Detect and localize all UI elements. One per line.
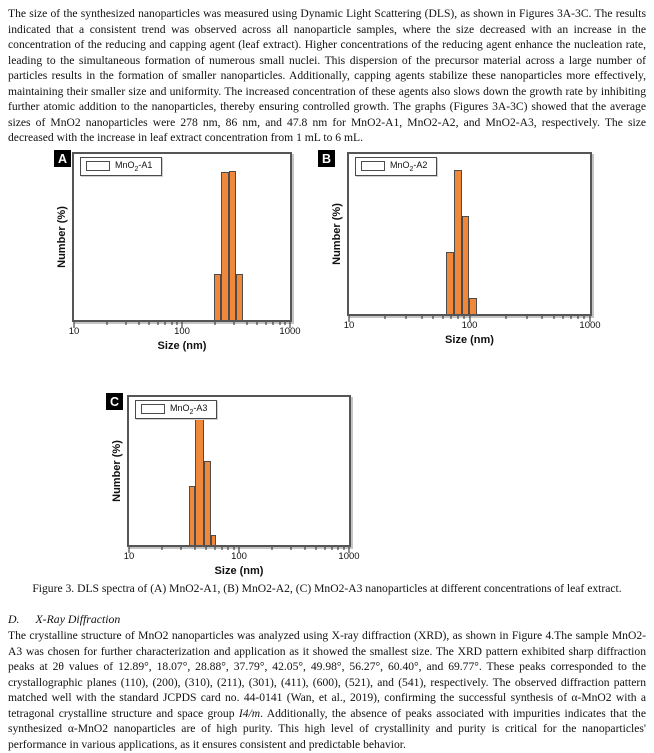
bars-layer <box>129 397 349 545</box>
x-minor-tick <box>324 547 325 550</box>
panel-label-b: B <box>318 150 335 167</box>
x-minor-tick <box>181 547 182 550</box>
x-minor-tick <box>563 316 564 319</box>
x-axis-label: Size (nm) <box>445 334 494 346</box>
x-minor-tick <box>214 547 215 550</box>
x-tick-labels <box>343 320 601 332</box>
x-minor-tick <box>149 322 150 325</box>
x-minor-tick <box>338 547 339 550</box>
dls-bar <box>214 274 221 320</box>
x-minor-tick <box>291 547 292 550</box>
x-axis-label: Size (nm) <box>214 565 264 577</box>
x-minor-tick <box>247 322 248 325</box>
dls-bar <box>469 298 477 314</box>
x-minor-tick <box>406 316 407 319</box>
x-minor-tick <box>106 322 107 325</box>
x-minor-tick <box>257 322 258 325</box>
legend-swatch <box>86 161 110 171</box>
dls-bar <box>462 216 469 314</box>
x-minor-tick <box>266 322 267 325</box>
x-minor-tick <box>177 322 178 325</box>
dls-bar <box>446 252 454 314</box>
plot-area <box>127 395 351 547</box>
section-label: D. <box>8 612 20 626</box>
bars-layer <box>74 154 290 320</box>
x-tick-label: 1000 <box>579 320 601 331</box>
bars-layer <box>349 154 590 314</box>
x-minor-tick <box>542 316 543 319</box>
x-minor-tick <box>385 316 386 319</box>
x-minor-tick <box>273 322 274 325</box>
x-tick-label: 10 <box>123 551 135 562</box>
x-minor-tick <box>279 322 280 325</box>
x-tick-label: 100 <box>231 551 247 562</box>
x-minor-tick <box>421 316 422 319</box>
section-heading <box>8 612 120 627</box>
x-tick-label: 100 <box>174 326 190 337</box>
x-minor-tick <box>463 316 464 319</box>
dls-bar <box>236 274 244 320</box>
x-minor-tick <box>125 322 126 325</box>
x-minor-tick <box>505 316 506 319</box>
x-minor-tick <box>578 316 579 319</box>
x-minor-tick <box>315 547 316 550</box>
x-minor-tick <box>195 547 196 550</box>
x-tick-label: 1000 <box>338 551 360 562</box>
x-tick-label: 10 <box>68 326 80 337</box>
dls-bar <box>221 172 229 320</box>
dls-bar <box>229 171 236 320</box>
dls-bar <box>211 535 216 545</box>
x-minor-tick <box>553 316 554 319</box>
dls-chart-c <box>104 390 360 588</box>
x-minor-tick <box>205 547 206 550</box>
x-minor-tick <box>158 322 159 325</box>
dls-bar <box>204 461 211 545</box>
dls-chart-b <box>318 147 601 353</box>
x-minor-tick <box>139 322 140 325</box>
x-tick-labels <box>123 551 360 563</box>
x-minor-tick <box>433 316 434 319</box>
dls-chart-a <box>52 147 302 361</box>
legend-swatch <box>141 404 165 414</box>
legend-label: MnO$_2$-A2 <box>390 160 428 173</box>
xrd-paragraph: The crystalline structure of MnO2 nanoparticles was analyzed using X-ray diffraction (XRD), as shown in Figure 4.The sample MnO2-A3 was chosen for further characterization and application as it showed the smallest size. The XRD pattern exhibited sharp diffraction peaks at 2θ values of 12.89°, 18.07°, 28.88°, 37.79°, 42.05°, 49.98°, 56.27°, 60.40°, and 69.77°. These peaks corresponded to the crystallographic planes (110), (200), (310), (211), (301), (411), (600), (521), and (541), respectively. The observed diffraction pattern matched well with the standard JCPDS card no. 44-0141 (Wan, et al., 2019), confirming the successful synthesis of α-MnO2 with a tetragonal crystalline structure and space group I4/m. Additionally, the absence of peaks associated with impurities indicates that the synthesized α-MnO2 nanoparticles are of high purity. This high level of crystallinity and purity is critical for the nanoparticles' performance in various applications, as it ensures consistent and predictable behavior. <box>8 629 646 751</box>
x-minor-tick <box>457 316 458 319</box>
x-minor-tick <box>221 547 222 550</box>
x-tick-label: 1000 <box>279 326 301 337</box>
y-axis-label: Number (%) <box>56 206 69 268</box>
plot-area <box>347 152 592 316</box>
legend-swatch <box>361 161 385 171</box>
figure-caption: Figure 3. DLS spectra of (A) MnO2-A1, (B) MnO2-A2, (C) MnO2-A3 nanoparticles at different concentrations of leaf extract. <box>32 582 622 595</box>
dls-paragraph: The size of the synthesized nanoparticles was measured using Dynamic Light Scattering (DLS), as shown in Figures 3A-3C. The results indicated that a consistent trend was observed across all nanoparticle samples, where the size decreased with an increase in the concentration of the reducing and capping agent (leaf extract). Higher concentrations of the reducing agent enhance the nucleation rate, leading to the simultaneous formation of numerous small nuclei. This dispersion of the precursor material across a large number of particles results in the formation of smaller nanoparticles. Additionally, capping agents stabilize these nanoparticles more effectively, maintaining their smaller size and uniformity. The increased concentration of these agents also slows down the growth rate by inhibiting further atomic addition to the nanoparticles, thereby ensuring controlled growth. The graphs (Figures 3A-3C) showed that the average sizes of MnO2 nanoparticles were 278 nm, 86 nm, and 47.8 nm for MnO2-A1, MnO2-A2, and MnO2-A3, respectively. The size decreased with the increase in leaf extract concentration from 1 mL to 6 mL. <box>8 7 646 144</box>
x-minor-tick <box>214 322 215 325</box>
x-minor-tick <box>162 547 163 550</box>
x-minor-tick <box>526 316 527 319</box>
x-tick-label: 100 <box>461 320 478 331</box>
x-minor-tick <box>305 547 306 550</box>
x-minor-tick <box>571 316 572 319</box>
x-tick-labels <box>68 326 301 338</box>
x-minor-tick <box>343 547 344 550</box>
legend-label: MnO$_2$-A3 <box>170 403 208 416</box>
legend <box>135 400 217 419</box>
x-minor-tick <box>228 547 229 550</box>
y-axis-label: Number (%) <box>331 203 344 265</box>
x-minor-tick <box>285 322 286 325</box>
plot-area <box>72 152 292 322</box>
x-axis-label: Size (nm) <box>157 340 207 352</box>
legend-label: MnO$_2$-A1 <box>115 160 153 173</box>
x-minor-tick <box>165 322 166 325</box>
panel-label-c: C <box>106 393 123 410</box>
x-minor-tick <box>233 547 234 550</box>
x-minor-tick <box>584 316 585 319</box>
space-group-italic: I4/m <box>238 706 261 720</box>
y-axis-label: Number (%) <box>111 440 124 502</box>
legend <box>80 157 162 176</box>
x-minor-tick <box>450 316 451 319</box>
dls-bar <box>454 170 462 314</box>
x-minor-tick <box>171 322 172 325</box>
x-minor-tick <box>442 316 443 319</box>
panel-label-a: A <box>54 150 71 167</box>
x-minor-tick <box>272 547 273 550</box>
x-minor-tick <box>331 547 332 550</box>
x-minor-tick <box>233 322 234 325</box>
x-tick-label: 10 <box>343 320 355 331</box>
legend <box>355 157 437 176</box>
section-title: X-Ray Diffraction <box>35 612 121 626</box>
dls-bar <box>195 410 204 545</box>
